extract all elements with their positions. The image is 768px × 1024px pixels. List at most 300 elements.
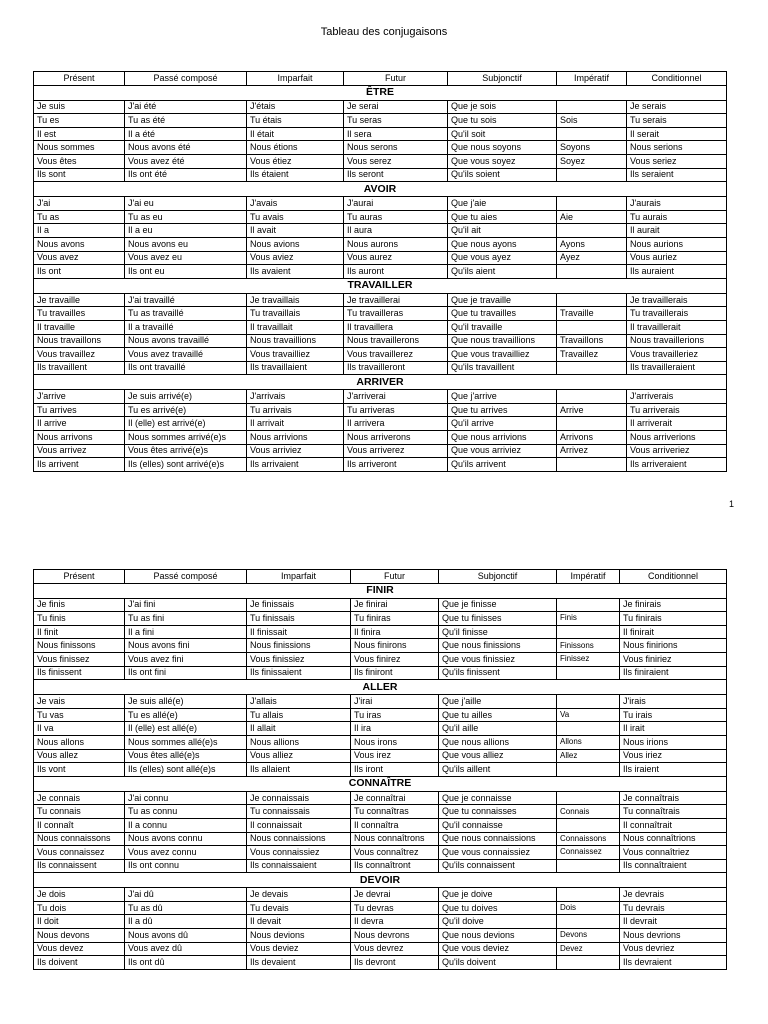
table-cell: Tu dois (34, 901, 125, 915)
table-row (34, 749, 727, 763)
table-cell (557, 859, 620, 873)
table-cell: Que je doive (439, 888, 557, 902)
table-cell: Que nous finissions (439, 639, 557, 653)
table-cell: Soyons (557, 141, 627, 155)
table-cell: Que vous connaissiez (439, 846, 557, 860)
table-row (34, 141, 727, 155)
table-cell: Je finissais (247, 598, 351, 612)
table-cell: Tu étais (247, 114, 344, 128)
table-cell (557, 915, 620, 929)
table-cell: Ils devront (351, 956, 439, 970)
table-cell: Ils iraient (620, 763, 727, 777)
table-cell: Il serait (627, 127, 727, 141)
table-cell: Il a été (125, 127, 247, 141)
table-cell: Il travaillerait (627, 320, 727, 334)
table-cell (557, 168, 627, 182)
table-row (34, 265, 727, 279)
table-cell (557, 625, 620, 639)
table-cell: Vous arriveriez (627, 444, 727, 458)
table-cell: Vous avez fini (125, 652, 247, 666)
table-cell: Tu travailleras (344, 307, 448, 321)
table-cell: Tu finissais (247, 612, 351, 626)
table-cell: Aie (557, 210, 627, 224)
table-cell: Vous êtes (34, 154, 125, 168)
table-cell: Devez (557, 942, 620, 956)
table-cell: Nous connaissions (247, 832, 351, 846)
table-cell: Nous devrons (351, 929, 439, 943)
table-cell (557, 598, 620, 612)
table-cell: Que nous ayons (448, 237, 557, 251)
table-cell: Tu allais (247, 708, 351, 722)
table-cell: Nous irions (620, 735, 727, 749)
table-row (34, 444, 727, 458)
table-cell: Ils travailleront (344, 361, 448, 375)
verb-heading: ÊTRE (34, 85, 727, 100)
table-row (34, 100, 727, 114)
header-imparfait: Imparfait (247, 72, 344, 86)
table-row (34, 666, 727, 680)
table-cell: J'arriverai (344, 390, 448, 404)
table-cell: Qu'ils soient (448, 168, 557, 182)
table-row (34, 735, 727, 749)
table-cell: Il arrivera (344, 417, 448, 431)
table-cell: Il devrait (620, 915, 727, 929)
table-cell: Il allait (247, 722, 351, 736)
table-cell: Tu devais (247, 901, 351, 915)
conjugation-table-1 (33, 71, 727, 472)
table-cell: Je devais (247, 888, 351, 902)
verb-heading-row (34, 85, 727, 100)
table-cell (557, 224, 627, 238)
table-row (34, 818, 727, 832)
table-cell: Qu'il ait (448, 224, 557, 238)
table-cell: Il avait (247, 224, 344, 238)
table-cell: J'ai été (125, 100, 247, 114)
table-cell: Ils étaient (247, 168, 344, 182)
table-cell: Vous connaissez (34, 846, 125, 860)
table-row (34, 293, 727, 307)
verb-heading-row (34, 776, 727, 791)
table-cell: Il connaissait (247, 818, 351, 832)
table-cell: Nous avons connu (125, 832, 247, 846)
table-cell: Tu connaîtras (351, 805, 439, 819)
table-cell: Il doit (34, 915, 125, 929)
table-row (34, 805, 727, 819)
header-subjonctif: Subjonctif (439, 570, 557, 584)
table-cell: J'irais (620, 695, 727, 709)
table-cell: Vous irez (351, 749, 439, 763)
table-cell: Ils (elles) sont allé(e)s (125, 763, 247, 777)
table-cell: Il devra (351, 915, 439, 929)
table-cell: Tu arrivais (247, 403, 344, 417)
table-cell: Tu auras (344, 210, 448, 224)
table-cell (557, 818, 620, 832)
verb-heading-row (34, 375, 727, 390)
table-cell: Tu finiras (351, 612, 439, 626)
table-cell (557, 197, 627, 211)
table-cell: J'ai (34, 197, 125, 211)
table-cell: Tu avais (247, 210, 344, 224)
table-cell: Qu'il travaille (448, 320, 557, 334)
table-row (34, 237, 727, 251)
table-cell: Nous travaillions (247, 334, 344, 348)
table-cell: Qu'ils aient (448, 265, 557, 279)
table-cell: Vous seriez (627, 154, 727, 168)
table-cell: Tu es (34, 114, 125, 128)
table-cell: Ils arrivaient (247, 458, 344, 472)
table-cell: Il a dû (125, 915, 247, 929)
table-cell: J'irai (351, 695, 439, 709)
table-row (34, 417, 727, 431)
table-cell: Vous avez connu (125, 846, 247, 860)
table-cell: Nous arrivons (34, 431, 125, 445)
table-cell: Tu connaissais (247, 805, 351, 819)
table-cell: Que tu sois (448, 114, 557, 128)
table-cell: Vous êtes arrivé(e)s (125, 444, 247, 458)
table-row (34, 639, 727, 653)
table-cell: Ils travaillent (34, 361, 125, 375)
table-cell: J'ai fini (125, 598, 247, 612)
table-cell: Que vous alliez (439, 749, 557, 763)
table-cell: Soyez (557, 154, 627, 168)
table-cell: Il a connu (125, 818, 247, 832)
table-cell: Il connaît (34, 818, 125, 832)
table-cell: Vous connaissiez (247, 846, 351, 860)
table-row (34, 625, 727, 639)
table-cell: Je travaillerais (627, 293, 727, 307)
table-cell: Il finirait (620, 625, 727, 639)
verb-heading: CONNAÎTRE (34, 776, 727, 791)
table-body (34, 583, 727, 969)
table-cell: Il a eu (125, 224, 247, 238)
table-cell: Il arrive (34, 417, 125, 431)
table-cell: Nous devrions (620, 929, 727, 943)
table-cell: Finissons (557, 639, 620, 653)
table-cell: Ils ont connu (125, 859, 247, 873)
table-cell: Ils connaîtront (351, 859, 439, 873)
table-cell: Nous aurons (344, 237, 448, 251)
table-cell (557, 458, 627, 472)
table-cell: Que nous arrivions (448, 431, 557, 445)
table-cell: Que tu ailles (439, 708, 557, 722)
table-cell: Vous arriverez (344, 444, 448, 458)
table-cell: Dois (557, 901, 620, 915)
table-cell: Qu'il doive (439, 915, 557, 929)
table-cell: Que tu doives (439, 901, 557, 915)
table-cell: Je connais (34, 791, 125, 805)
verb-heading: FINIR (34, 583, 727, 598)
table-cell: Je devrais (620, 888, 727, 902)
table-cell (557, 361, 627, 375)
table-cell: Je suis allé(e) (125, 695, 247, 709)
table-cell: Vous finirez (351, 652, 439, 666)
table-cell: Il travaille (34, 320, 125, 334)
table-cell: Que nous allions (439, 735, 557, 749)
table-cell: Il finit (34, 625, 125, 639)
header-row (34, 72, 727, 86)
verb-heading-row (34, 583, 727, 598)
table-cell: Travaillons (557, 334, 627, 348)
table-cell: Ils avaient (247, 265, 344, 279)
table-cell: Que tu connaisses (439, 805, 557, 819)
table-cell: Allez (557, 749, 620, 763)
table-cell: Vous connaîtriez (620, 846, 727, 860)
table-cell: Nous arriverons (344, 431, 448, 445)
table-cell: Que tu aies (448, 210, 557, 224)
table-cell (557, 320, 627, 334)
table-cell (557, 127, 627, 141)
table-cell: Ils connaîtraient (620, 859, 727, 873)
header-conditionnel: Conditionnel (620, 570, 727, 584)
table-cell (557, 293, 627, 307)
page-number: 1 (729, 499, 735, 509)
table-cell: Vous devriez (620, 942, 727, 956)
table-row (34, 224, 727, 238)
table-cell: Tu travailles (34, 307, 125, 321)
table-cell: Il (elle) est arrivé(e) (125, 417, 247, 431)
table-cell: Tu iras (351, 708, 439, 722)
table-cell: Il aura (344, 224, 448, 238)
table-cell: Vous auriez (627, 251, 727, 265)
page-title: Tableau des conjugaisons (320, 26, 448, 38)
table-cell: Nous arriverions (627, 431, 727, 445)
table-cell: Tu finirais (620, 612, 727, 626)
verb-heading-row (34, 873, 727, 888)
table-cell: Qu'ils finissent (439, 666, 557, 680)
table-cell: Je travaillerai (344, 293, 448, 307)
table-cell: Ils arrivent (34, 458, 125, 472)
table-cell: Il était (247, 127, 344, 141)
table-cell: Vous arrivez (34, 444, 125, 458)
table-cell: Que vous soyez (448, 154, 557, 168)
table-row (34, 210, 727, 224)
table-cell: Ils iront (351, 763, 439, 777)
table-cell: Je dois (34, 888, 125, 902)
table-cell: Je vais (34, 695, 125, 709)
table-cell: Nous connaîtrions (620, 832, 727, 846)
table-cell: Tu es arrivé(e) (125, 403, 247, 417)
table-row (34, 348, 727, 362)
table-cell: Vous finissiez (247, 652, 351, 666)
table-cell: Qu'il soit (448, 127, 557, 141)
table-row (34, 390, 727, 404)
table-cell: Il finissait (247, 625, 351, 639)
table-cell: Vous avez dû (125, 942, 247, 956)
table-cell: Nous serons (344, 141, 448, 155)
verb-heading: DEVOIR (34, 873, 727, 888)
table-cell: Je serais (627, 100, 727, 114)
table-cell: Tu arrives (34, 403, 125, 417)
table-cell: J'ai eu (125, 197, 247, 211)
table-cell: Ils travaillaient (247, 361, 344, 375)
table-cell: Il (elle) est allé(e) (125, 722, 247, 736)
table-cell: Tu as eu (125, 210, 247, 224)
table-cell (557, 695, 620, 709)
table-row (34, 915, 727, 929)
table-cell: Nous finissons (34, 639, 125, 653)
table-cell: J'ai connu (125, 791, 247, 805)
table-cell: Nous devions (247, 929, 351, 943)
table-cell: Nous avons dû (125, 929, 247, 943)
table-cell: Vous alliez (247, 749, 351, 763)
table-cell: Que je travaille (448, 293, 557, 307)
table-row (34, 307, 727, 321)
table-cell: Finissez (557, 652, 620, 666)
table-row (34, 403, 727, 417)
verb-heading-row (34, 182, 727, 197)
table-row (34, 859, 727, 873)
table-cell: Nous irons (351, 735, 439, 749)
table-cell: Nous allons (34, 735, 125, 749)
table-row (34, 334, 727, 348)
table-cell: Ils arriveront (344, 458, 448, 472)
table-cell: Ils seront (344, 168, 448, 182)
table-cell: Ils ont travaillé (125, 361, 247, 375)
table-cell: Il a (34, 224, 125, 238)
table-cell: Je connaîtrais (620, 791, 727, 805)
table-cell: Vous devrez (351, 942, 439, 956)
table-cell: Vous finiriez (620, 652, 727, 666)
verb-heading-row (34, 278, 727, 293)
header-imperatif: Impératif (557, 72, 627, 86)
table-cell: Tu connais (34, 805, 125, 819)
table-cell: Ils arriveraient (627, 458, 727, 472)
table-cell: Qu'il finisse (439, 625, 557, 639)
table-cell: Je travaillais (247, 293, 344, 307)
table-cell: Vous finissez (34, 652, 125, 666)
table-cell: Ils allaient (247, 763, 351, 777)
table-cell: Ils devraient (620, 956, 727, 970)
table-cell: J'arrivais (247, 390, 344, 404)
table-row (34, 846, 727, 860)
table-cell: Que vous deviez (439, 942, 557, 956)
table-cell: Tu as (34, 210, 125, 224)
table-cell: Vous iriez (620, 749, 727, 763)
table-cell: Ils connaissent (34, 859, 125, 873)
table-cell: Il est (34, 127, 125, 141)
table-cell: Nous devons (34, 929, 125, 943)
table-cell: Nous connaîtrons (351, 832, 439, 846)
table-cell: Il va (34, 722, 125, 736)
table-cell: Qu'il connaisse (439, 818, 557, 832)
table-cell (557, 722, 620, 736)
table-cell: Que nous connaissions (439, 832, 557, 846)
table-row (34, 956, 727, 970)
table-cell: Vous travaillerez (344, 348, 448, 362)
table-cell: Je connaissais (247, 791, 351, 805)
table-cell: Ils finiraient (620, 666, 727, 680)
table-cell: Je devrai (351, 888, 439, 902)
table-cell: Nous avons travaillé (125, 334, 247, 348)
table-cell: Nous arrivions (247, 431, 344, 445)
table-cell: Ils sont (34, 168, 125, 182)
table-cell: Qu'il aille (439, 722, 557, 736)
verb-heading: TRAVAILLER (34, 278, 727, 293)
table-cell: Qu'ils doivent (439, 956, 557, 970)
table-cell: Tu serais (627, 114, 727, 128)
table-cell: Ils ont fini (125, 666, 247, 680)
table-cell (557, 763, 620, 777)
table-cell: Que j'aille (439, 695, 557, 709)
table-cell: Arrivez (557, 444, 627, 458)
table-cell: J'arrive (34, 390, 125, 404)
table-row (34, 722, 727, 736)
table-row (34, 154, 727, 168)
table-cell: Il a travaillé (125, 320, 247, 334)
table-cell: Nous avons (34, 237, 125, 251)
table-row (34, 888, 727, 902)
table-cell: Nous connaissons (34, 832, 125, 846)
table-cell: Que nous travaillions (448, 334, 557, 348)
table-row (34, 598, 727, 612)
table-cell: Tu arriveras (344, 403, 448, 417)
header-present: Présent (34, 570, 125, 584)
table-cell: Nous avons été (125, 141, 247, 155)
table-row (34, 320, 727, 334)
table-cell: Nous travaillerions (627, 334, 727, 348)
header-present: Présent (34, 72, 125, 86)
table-cell: Ayez (557, 251, 627, 265)
table-row (34, 791, 727, 805)
table-cell: Que tu finisses (439, 612, 557, 626)
table-cell: Il connaîtra (351, 818, 439, 832)
table-cell: Tu travaillais (247, 307, 344, 321)
table-cell: Connaissons (557, 832, 620, 846)
table-cell: Je travaille (34, 293, 125, 307)
table-row (34, 942, 727, 956)
table-cell: Arrive (557, 403, 627, 417)
table-cell: Tu devras (351, 901, 439, 915)
table-cell: Ils ont dû (125, 956, 247, 970)
table-cell: Tu as fini (125, 612, 247, 626)
table-cell: Je finis (34, 598, 125, 612)
table-cell: Nous avons fini (125, 639, 247, 653)
table-cell: Tu irais (620, 708, 727, 722)
table-cell: Que j'aie (448, 197, 557, 211)
table-cell: Ils seraient (627, 168, 727, 182)
table-row (34, 431, 727, 445)
table-body (34, 85, 727, 471)
table-row (34, 127, 727, 141)
table-cell: Vous travailliez (247, 348, 344, 362)
table-cell: Tu connaîtrais (620, 805, 727, 819)
table-cell: Que vous finissiez (439, 652, 557, 666)
table-cell: Nous avons eu (125, 237, 247, 251)
table-cell: Je suis (34, 100, 125, 114)
table-cell: Nous sommes allé(e)s (125, 735, 247, 749)
table-cell: J'avais (247, 197, 344, 211)
table-cell: Que j'arrive (448, 390, 557, 404)
table-cell: Vous travailleriez (627, 348, 727, 362)
table-cell: Ils ont été (125, 168, 247, 182)
table-cell: Que je sois (448, 100, 557, 114)
table-cell: Il ira (351, 722, 439, 736)
table-cell: Tu travaillerais (627, 307, 727, 321)
table-cell (557, 888, 620, 902)
table-cell: Que tu travailles (448, 307, 557, 321)
table-cell (557, 417, 627, 431)
table-cell: J'arriverais (627, 390, 727, 404)
table-row (34, 251, 727, 265)
table-row (34, 695, 727, 709)
table-cell: Nous avions (247, 237, 344, 251)
table-cell: Que je finisse (439, 598, 557, 612)
table-cell: Ils finissent (34, 666, 125, 680)
table-cell: Vous deviez (247, 942, 351, 956)
table-cell: Nous travaillerons (344, 334, 448, 348)
table-cell (557, 265, 627, 279)
table-cell (557, 390, 627, 404)
